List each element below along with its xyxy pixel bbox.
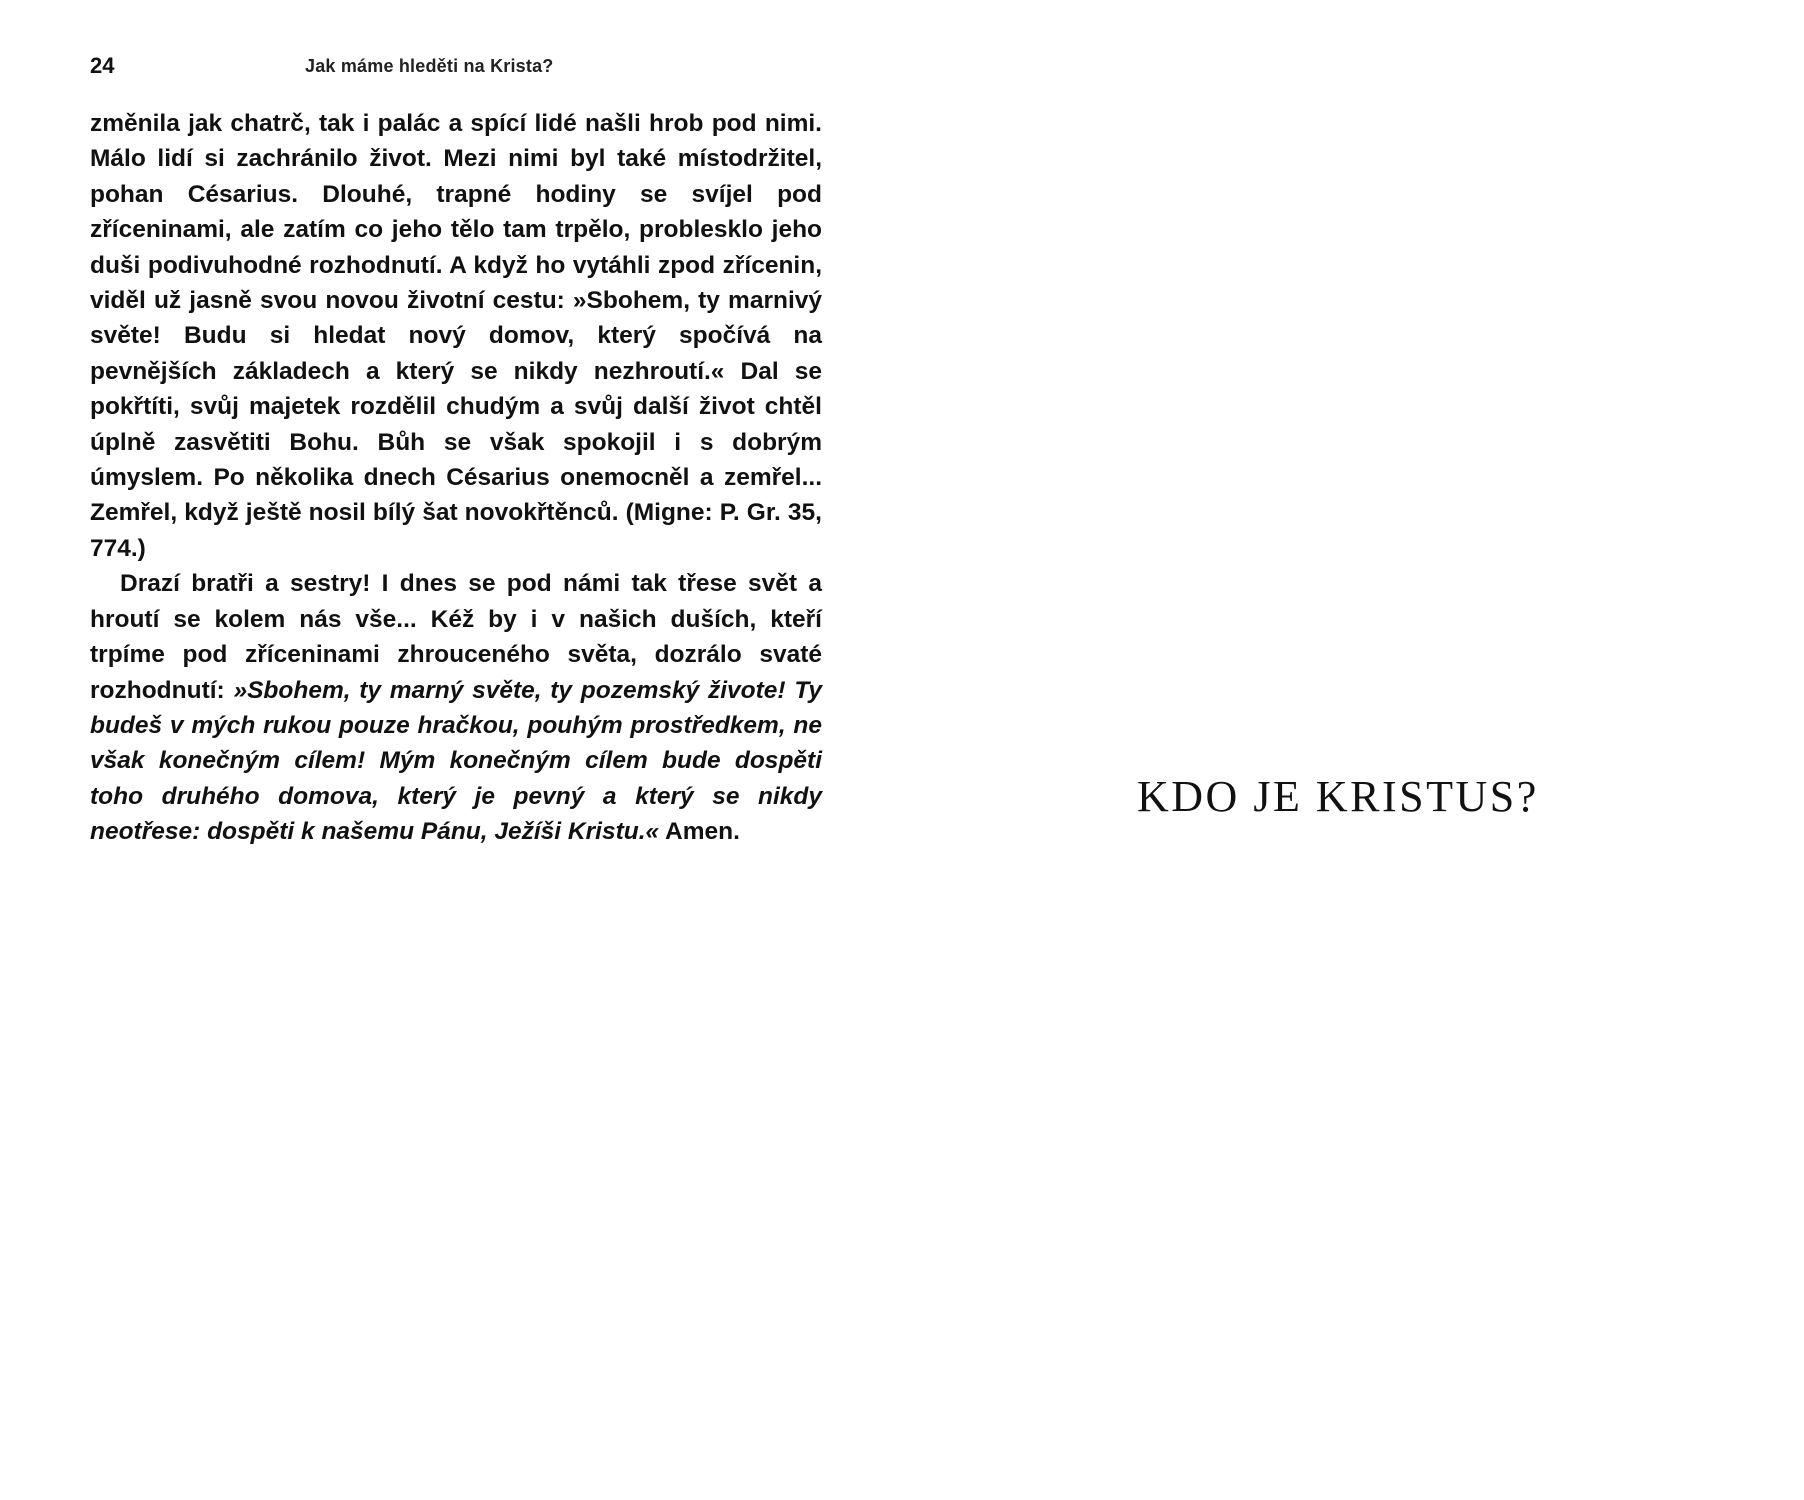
chapter-title: KDO JE KRISTUS? (1137, 772, 1539, 822)
paragraph-2-start: Drazí bratři a sestry! I dnes se pod námi tak třese svět a hroutí se kolem nás vše... Kéž by i v našich duších, kteří trpíme pod zříceninami zhrouceného světa, dozrálo svaté rozhodnutí: (90, 570, 822, 704)
paragraph-2-italic: »Sbohem, ty marný světe, ty pozemský živote! Ty budeš v mých rukou pouze hračkou, pouhým prostředkem, ne však konečným cílem! Mým konečným cílem bude dospěti toho druhého domova, který je pevný a který se nikdy neotřese: dospěti k našemu Pánu, Ježíši Kristu.« (90, 676, 823, 846)
left-page (90, 40, 822, 850)
paragraph-2 (90, 566, 822, 849)
page-number: 24 (90, 53, 115, 78)
paragraph-2-end: Amen. (659, 818, 740, 846)
body-text (90, 106, 822, 850)
paragraph-1: změnila jak chatrč, tak i palác a spící lidé našli hrob pod nimi. Málo lidí si zachránilo život. Mezi nimi byl také místodržitel, pohan Césarius. Dlouhé, trapné hodiny se svíjel pod zříceninami, ale zatím co jeho tělo tam trpělo, problesklo jeho duši podivuhodné rozhodnutí. A když ho vytáhli zpod zřícenin, viděl už jasně svou novou životní cestu: »Sbohem, ty marnivý světe! Budu si hledat nový domov, který spočívá na pevnějších základech a který se nikdy nezhroutí.« Dal se pokřtíti, svůj majetek rozdělil chudým a svůj další život chtěl úplně zasvětiti Bohu. Bůh se však spokojil i s dobrým úmyslem. Po několika dnech Césarius onemocněl a zemřel... Zemřel, když ještě nosil bílý šat novokřtěnců. (Migne: P. Gr. 35, 774.) (90, 110, 822, 562)
running-title: Jak máme hleděti na Krista? (305, 56, 554, 76)
running-head (90, 40, 822, 80)
right-page (1000, 0, 1804, 1500)
